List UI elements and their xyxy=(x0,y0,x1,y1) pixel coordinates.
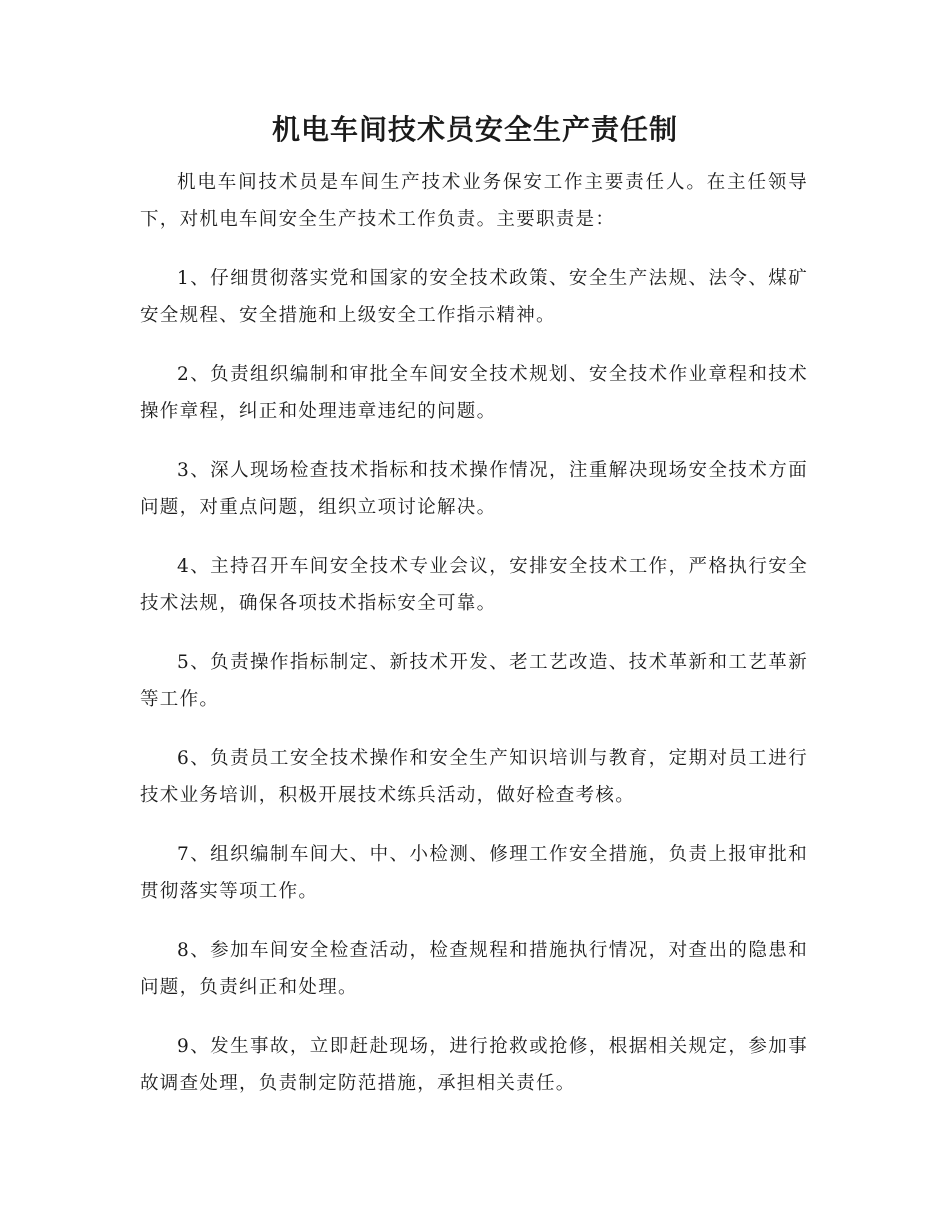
document-title: 机电车间技术员安全生产责任制 xyxy=(271,113,678,146)
duty-item-9: 9、发生事故，立即赶赴现场，进行抢救或抢修，根据相关规定，参加事故调查处理，负责制定防范措施，承担相关责任。 xyxy=(140,1036,808,1094)
duty-item-6: 6、负责员工安全技术操作和安全生产知识培训与教育，定期对员工进行技术业务培训，积极开展技术练兵活动，做好检查考核。 xyxy=(140,748,808,806)
duty-item-4: 4、主持召开车间安全技术专业会议，安排安全技术工作，严格执行安全技术法规，确保各项技术指标安全可靠。 xyxy=(140,556,808,614)
duty-item-7: 7、组织编制车间大、中、小检测、修理工作安全措施，负责上报审批和贯彻落实等项工作。 xyxy=(140,844,808,902)
duty-item-3: 3、深人现场检查技术指标和技术操作情况，注重解决现场安全技术方面问题，对重点问题，组织立项讨论解决。 xyxy=(140,460,808,518)
duty-item-8: 8、参加车间安全检查活动，检查规程和措施执行情况，对查出的隐患和问题，负责纠正和处理。 xyxy=(140,940,808,998)
duty-item-2: 2、负责组织编制和审批全车间安全技术规划、安全技术作业章程和技术操作章程，纠正和处理违章违纪的问题。 xyxy=(140,364,808,422)
document-body xyxy=(140,164,808,1124)
intro-paragraph: 机电车间技术员是车间生产技术业务保安工作主要责任人。在主任领导下，对机电车间安全生产技术工作负责。主要职责是： xyxy=(140,172,808,230)
duty-item-1: 1、仔细贯彻落实党和国家的安全技术政策、安全生产法规、法令、煤矿安全规程、安全措施和上级安全工作指示精神。 xyxy=(140,268,808,326)
duty-item-5: 5、负责操作指标制定、新技术开发、老工艺改造、技术革新和工艺革新等工作。 xyxy=(140,652,808,710)
